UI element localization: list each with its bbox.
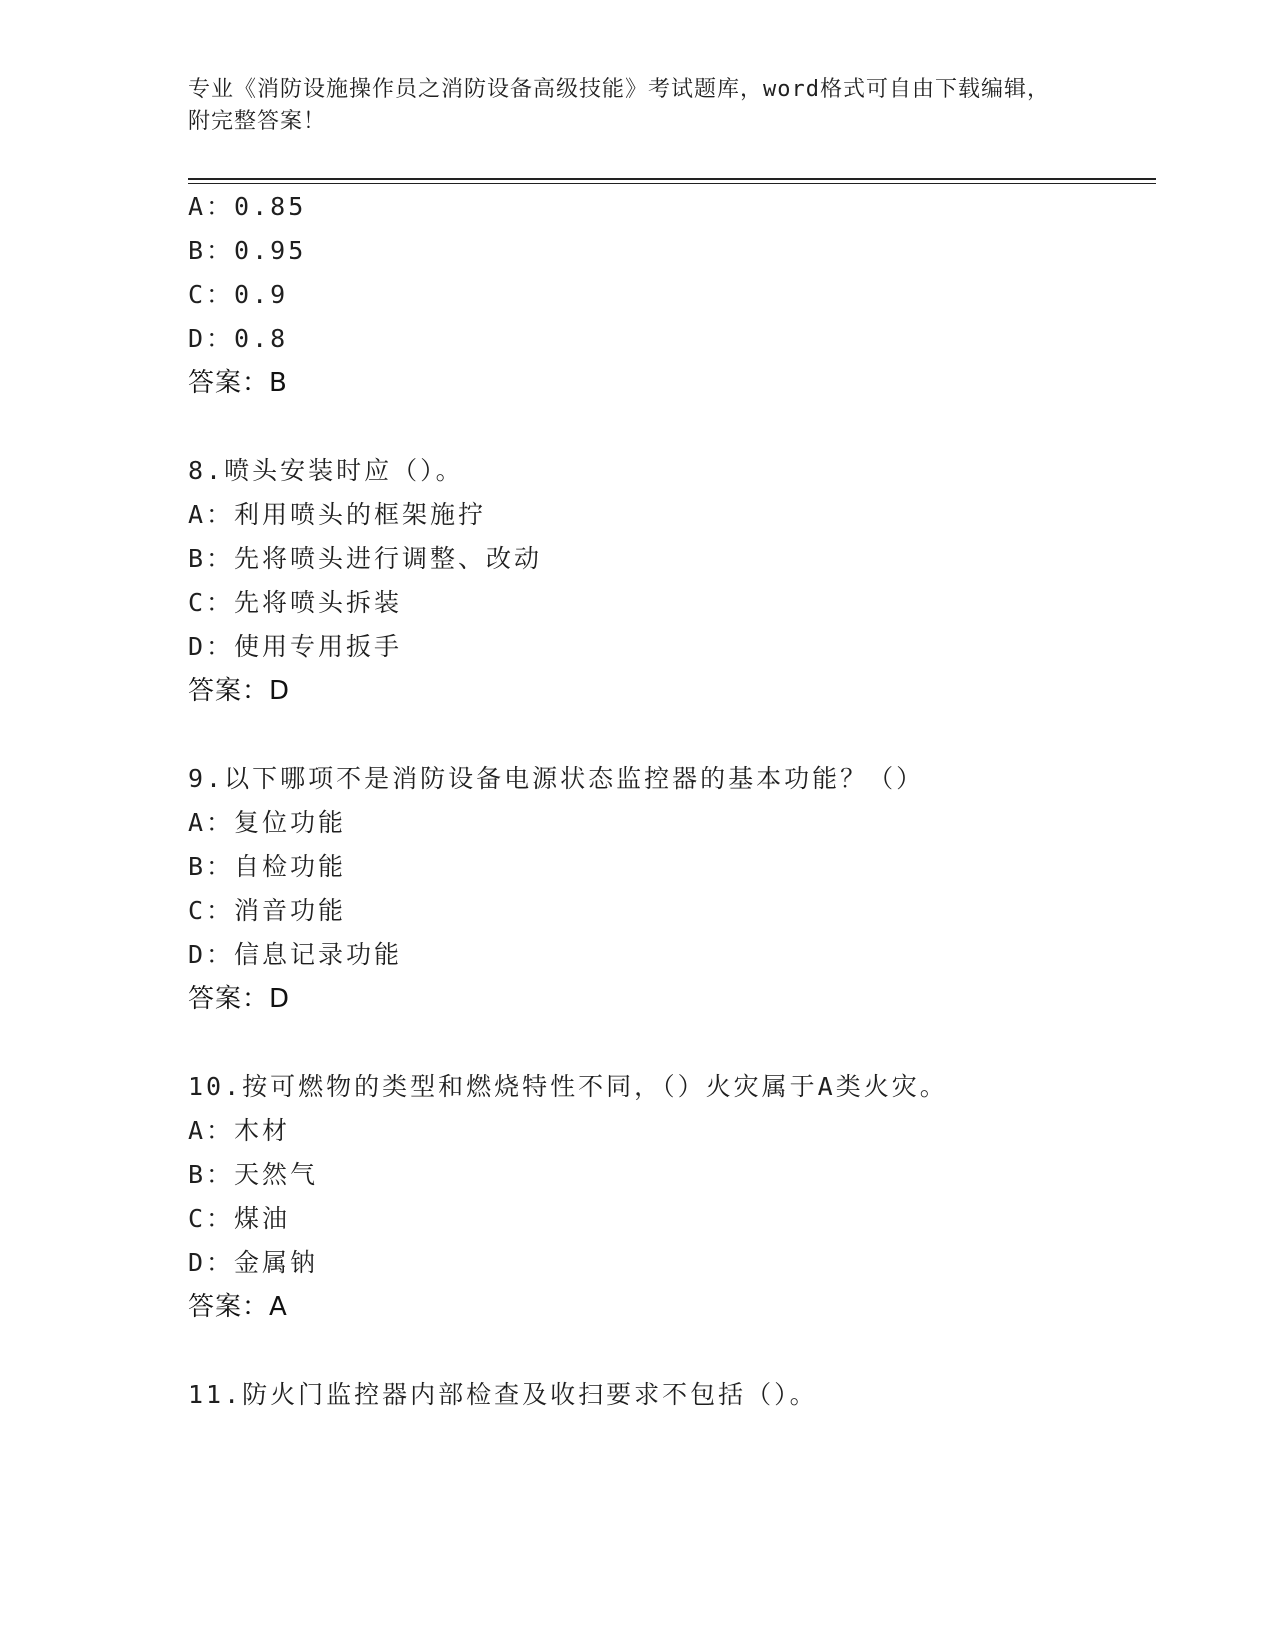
q7-option-d: D：0.8 — [188, 324, 289, 353]
q9-option-a: A：复位功能 — [188, 808, 347, 837]
q7-answer: 答案：B — [188, 368, 288, 398]
q10-stem: 10.按可燃物的类型和燃烧特性不同，（）火灾属于A类火灾。 — [188, 1072, 948, 1101]
q7-option-a: A：0.85 — [188, 192, 307, 221]
q8-answer: 答案：D — [188, 676, 291, 706]
q9-stem: 9.以下哪项不是消防设备电源状态监控器的基本功能？（） — [188, 764, 925, 793]
q7-option-c: C：0.9 — [188, 280, 289, 309]
header-divider-thin — [188, 183, 1156, 184]
q11-stem: 11.防火门监控器内部检查及收扫要求不包括（）。 — [188, 1380, 818, 1409]
document-header: 专业《消防设施操作员之消防设备高级技能》考试题库，word格式可自由下载编辑，附完整答案！ — [188, 77, 1050, 134]
q10-answer: 答案：A — [188, 1292, 288, 1322]
q10-option-a: A：木材 — [188, 1116, 291, 1145]
q9-answer: 答案：D — [188, 984, 291, 1014]
q7-option-b: B：0.95 — [188, 236, 307, 265]
q8-stem: 8.喷头安装时应（）。 — [188, 456, 464, 485]
q10-option-b: B：天然气 — [188, 1160, 319, 1189]
q9-option-d: D：信息记录功能 — [188, 940, 403, 969]
q8-option-c: C：先将喷头拆装 — [188, 588, 403, 617]
q8-option-b: B：先将喷头进行调整、改动 — [188, 544, 543, 573]
q8-option-a: A：利用喷头的框架施拧 — [188, 500, 487, 529]
q10-option-d: D：金属钠 — [188, 1248, 319, 1277]
q10-option-c: C：煤油 — [188, 1204, 291, 1233]
q9-option-b: B：自检功能 — [188, 852, 347, 881]
header-divider-thick — [188, 178, 1156, 180]
q8-option-d: D：使用专用扳手 — [188, 632, 403, 661]
q9-option-c: C：消音功能 — [188, 896, 347, 925]
